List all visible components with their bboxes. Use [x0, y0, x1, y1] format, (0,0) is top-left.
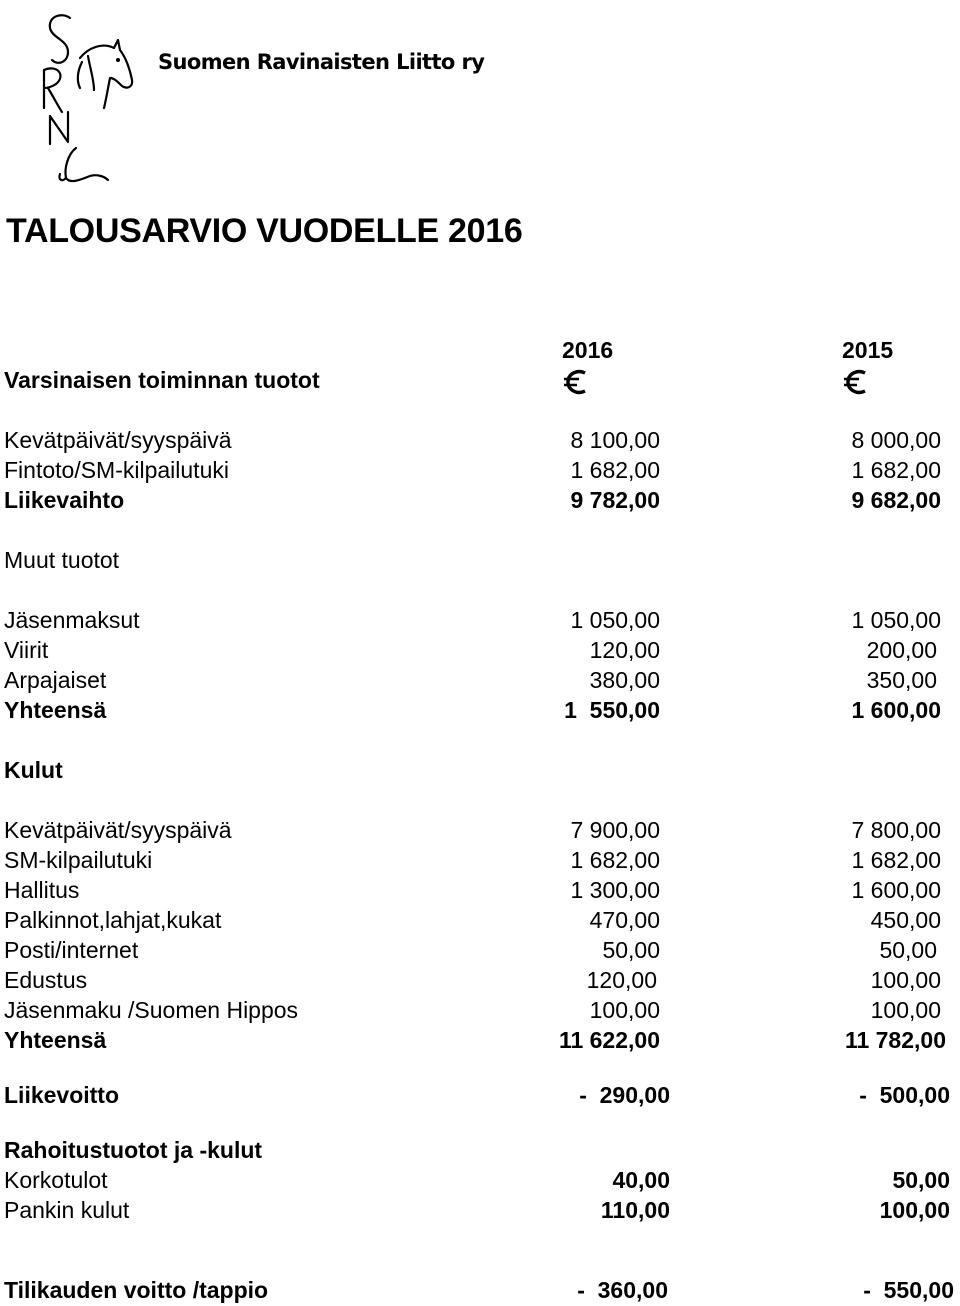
value-2015: 200,00: [866, 637, 937, 663]
row-label: Hallitus: [4, 877, 80, 903]
value-2015: 100,00: [879, 1197, 950, 1223]
table-row: [0, 815, 960, 845]
row-label: Liikevaihto: [4, 487, 125, 513]
other-income-heading: Muut tuotot: [4, 547, 120, 573]
table-row: [0, 875, 960, 905]
value-2015: 1 600,00: [851, 697, 941, 723]
row-label: Arpajaiset: [4, 667, 107, 693]
value-2016: 9 782,00: [570, 487, 660, 513]
association-logo: [18, 8, 158, 193]
table-row: [0, 425, 960, 455]
value-2016: 7 900,00: [570, 817, 660, 843]
euro-icon: [843, 369, 869, 395]
income-heading-row: [0, 365, 960, 395]
table-row: [0, 1195, 960, 1225]
section-heading-row: [0, 1135, 960, 1165]
value-2016: 110,00: [600, 1197, 670, 1223]
value-2015: 100,00: [870, 997, 941, 1023]
section-heading-row: [0, 755, 960, 785]
table-row: [0, 1165, 960, 1195]
row-label: Viirit: [4, 637, 49, 663]
row-label: SM-kilpailutuki: [4, 847, 153, 873]
value-2015: 8 000,00: [851, 427, 941, 453]
row-label: Kevätpäivät/syyspäivä: [4, 817, 232, 843]
total-row: [0, 485, 960, 515]
organization-name: Suomen Ravinaisten Liitto ry: [158, 50, 485, 74]
value-2016: 50,00: [602, 937, 660, 963]
row-label: Pankin kulut: [4, 1197, 130, 1223]
row-label: Yhteensä: [4, 697, 107, 723]
value-2016: 380,00: [589, 667, 660, 693]
value-2015: - 550,00: [863, 1277, 954, 1303]
row-label: Palkinnot,lahjat,kukat: [4, 907, 222, 933]
euro-icon: [563, 369, 589, 395]
total-row: [0, 1025, 960, 1055]
value-2016: 1 050,00: [570, 607, 660, 633]
row-label: Korkotulot: [4, 1167, 108, 1193]
row-label: Tilikauden voitto /tappio: [4, 1277, 269, 1303]
value-2016: 120,00: [589, 637, 660, 663]
value-2016: 100,00: [589, 997, 660, 1023]
value-2016: 1 300,00: [570, 877, 660, 903]
value-2015: 11 782,00: [844, 1027, 946, 1053]
table-row: [0, 905, 960, 935]
row-label: Posti/internet: [4, 937, 139, 963]
value-2016: 1 682,00: [570, 847, 660, 873]
row-label: Jäsenmaku /Suomen Hippos: [4, 997, 299, 1023]
row-label: Yhteensä: [4, 1027, 107, 1053]
section-heading-row: [0, 545, 960, 575]
value-2015: 50,00: [892, 1167, 950, 1193]
financing-heading: Rahoitustuotot ja -kulut: [4, 1137, 263, 1163]
value-2015: 450,00: [870, 907, 941, 933]
value-2015: 50,00: [879, 937, 937, 963]
value-2016: 11 622,00: [558, 1027, 660, 1053]
year-2016-header: 2016: [562, 337, 614, 363]
value-2016: 1 682,00: [570, 457, 660, 483]
value-2015: 9 682,00: [851, 487, 941, 513]
period-result-row: [0, 1275, 960, 1305]
row-label: Liikevoitto: [4, 1082, 120, 1108]
value-2016: 1 550,00: [564, 697, 660, 723]
value-2015: 1 682,00: [851, 457, 941, 483]
table-row: [0, 845, 960, 875]
value-2016: 470,00: [589, 907, 660, 933]
year-2015-header: 2015: [842, 337, 894, 363]
row-label: Kevätpäivät/syyspäivä: [4, 427, 232, 453]
value-2016: 40,00: [612, 1167, 670, 1193]
row-label: Fintoto/SM-kilpailutuki: [4, 457, 229, 483]
value-2016: - 360,00: [577, 1277, 668, 1303]
table-row: [0, 935, 960, 965]
value-2015: 1 050,00: [851, 607, 941, 633]
expenses-heading: Kulut: [4, 757, 63, 783]
value-2015: 100,00: [870, 967, 941, 993]
value-2016: 120,00: [586, 967, 657, 993]
table-row: [0, 635, 960, 665]
value-2016: 8 100,00: [570, 427, 660, 453]
row-label: Jäsenmaksut: [4, 607, 140, 633]
value-2015: 7 800,00: [851, 817, 941, 843]
value-2015: 350,00: [866, 667, 937, 693]
table-row: [0, 965, 960, 995]
value-2015: - 500,00: [859, 1082, 950, 1108]
value-2015: 1 600,00: [851, 877, 941, 903]
income-heading: Varsinaisen toiminnan tuotot: [4, 367, 320, 393]
total-row: [0, 695, 960, 725]
operating-result-row: [0, 1080, 960, 1110]
document-title: TALOUSARVIO VUODELLE 2016: [6, 212, 523, 250]
row-label: Edustus: [4, 967, 88, 993]
table-row: [0, 665, 960, 695]
value-2015: 1 682,00: [851, 847, 941, 873]
table-row: [0, 455, 960, 485]
table-row: [0, 995, 960, 1025]
table-row: [0, 605, 960, 635]
value-2016: - 290,00: [579, 1082, 670, 1108]
